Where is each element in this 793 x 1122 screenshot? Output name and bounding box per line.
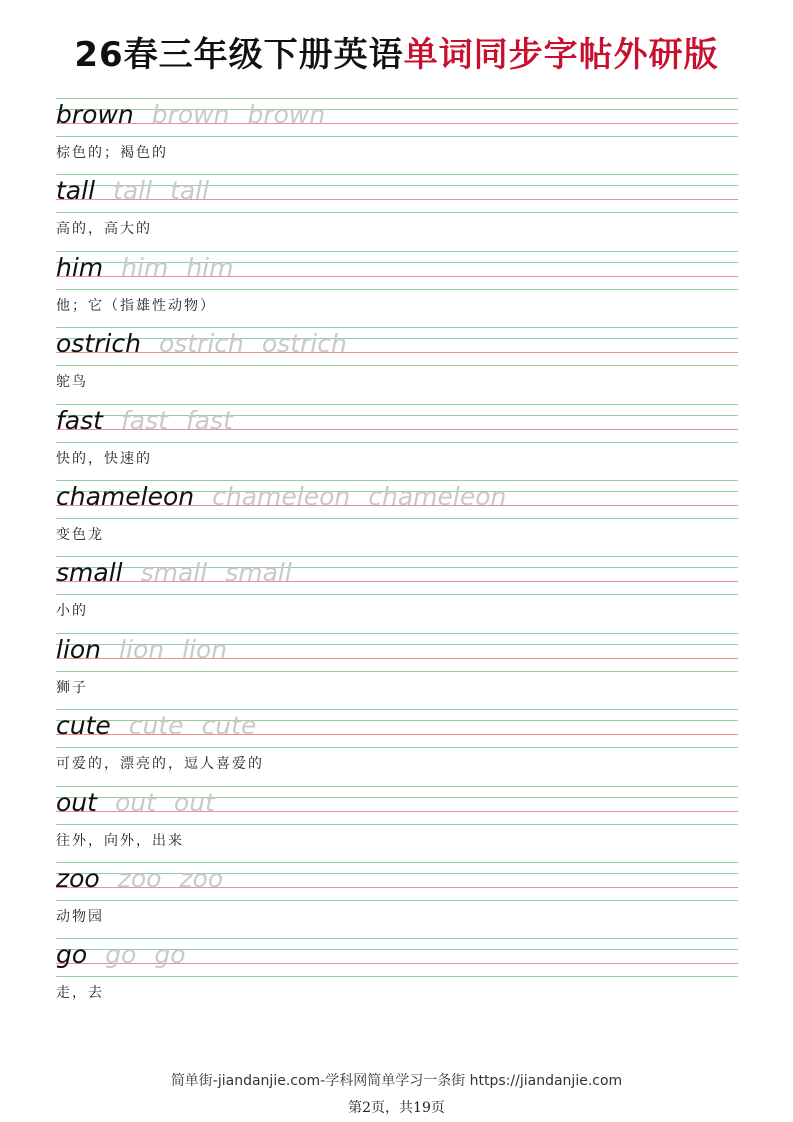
guide-line-green — [56, 633, 738, 634]
word-meaning: 快的，快速的 — [56, 450, 152, 467]
word-meaning: 鸵鸟 — [56, 374, 88, 391]
word-practice-row — [56, 636, 227, 664]
word-trace: out — [114, 787, 156, 817]
word-meaning: 他；它（指雄性动物） — [56, 297, 216, 314]
page-title — [0, 30, 793, 80]
guide-line-green — [56, 786, 738, 787]
word-main: chameleon — [56, 482, 195, 511]
word-meaning: 可爱的，漂亮的，逗人喜爱的 — [56, 756, 264, 773]
guide-line-green — [56, 594, 738, 595]
word-practice-row — [56, 330, 347, 358]
word-main: small — [56, 558, 123, 588]
word-trace: tall — [170, 176, 210, 206]
word-trace: zoo — [179, 864, 224, 893]
word-trace: small — [225, 558, 292, 588]
word-entry — [56, 404, 738, 480]
guide-line-green — [56, 480, 738, 481]
guide-line-green — [56, 136, 738, 137]
word-trace: him — [186, 252, 234, 282]
word-trace: cute — [201, 711, 257, 741]
word-practice-row — [56, 559, 292, 587]
word-main: him — [56, 252, 104, 282]
word-practice-row — [56, 941, 186, 969]
word-meaning: 小的 — [56, 603, 88, 620]
word-trace: ostrich — [261, 329, 347, 359]
word-trace: fast — [120, 405, 168, 435]
word-trace: brown — [151, 100, 230, 129]
guide-line-green — [56, 938, 738, 939]
word-trace: small — [140, 558, 208, 588]
guide-line-green — [56, 442, 738, 443]
word-main: tall — [56, 176, 96, 206]
word-practice-row — [56, 865, 223, 893]
word-trace: chameleon — [212, 482, 351, 511]
guide-line-green — [56, 556, 738, 557]
word-entry — [56, 938, 738, 1014]
guide-line-green — [56, 862, 738, 863]
guide-line-green — [56, 518, 738, 519]
word-entry — [56, 251, 738, 327]
word-trace: cute — [128, 711, 184, 741]
guide-line-green — [56, 365, 738, 366]
word-main: brown — [56, 100, 134, 129]
word-practice-row — [56, 483, 506, 511]
guide-line-green — [56, 900, 738, 901]
word-practice-row — [56, 407, 233, 435]
guide-line-green — [56, 709, 738, 710]
word-entry — [56, 556, 738, 632]
word-entry — [56, 633, 738, 709]
footer-page-number: 第2页，共19页 — [348, 1100, 445, 1116]
word-entry — [56, 174, 738, 250]
word-trace: go — [105, 940, 137, 970]
footer-site: 简单街-jiandanjie.com-学科网简单学习一条街 https://jiandanjie.com — [170, 1073, 623, 1089]
word-entry — [56, 786, 738, 862]
guide-line-green — [56, 289, 738, 290]
word-practice-row — [56, 712, 256, 740]
guide-line-green — [56, 251, 738, 252]
word-entry — [56, 709, 738, 785]
word-trace: lion — [119, 634, 165, 664]
guide-line-green — [56, 824, 738, 825]
word-main: cute — [56, 711, 111, 741]
word-practice-row — [56, 177, 209, 205]
word-meaning: 往外，向外，出来 — [56, 832, 184, 849]
word-trace: ostrich — [158, 329, 244, 359]
word-main: lion — [56, 634, 102, 664]
word-main: ostrich — [56, 329, 141, 359]
word-trace: chameleon — [368, 482, 507, 511]
word-trace: zoo — [117, 864, 162, 893]
word-main: go — [56, 940, 88, 970]
word-trace: brown — [247, 100, 326, 129]
word-trace: lion — [182, 634, 228, 664]
word-meaning: 变色龙 — [56, 527, 104, 543]
word-trace: tall — [113, 176, 153, 206]
guide-line-green — [56, 212, 738, 213]
word-trace: him — [121, 252, 169, 282]
word-main: out — [56, 787, 97, 817]
word-trace: fast — [185, 405, 233, 435]
title-part-2: 单词同步字帖外研版 — [403, 35, 719, 75]
word-meaning: 高的，高大的 — [56, 221, 152, 238]
word-practice-row — [56, 101, 325, 129]
word-meaning: 棕色的；褐色的 — [56, 145, 168, 161]
word-practice-row — [56, 789, 215, 817]
guide-line-green — [56, 404, 738, 405]
word-main: zoo — [56, 864, 100, 893]
word-entry — [56, 98, 738, 174]
guide-line-green — [56, 747, 738, 748]
word-entry — [56, 862, 738, 938]
guide-line-green — [56, 98, 738, 99]
word-entry — [56, 480, 738, 556]
word-entry — [56, 327, 738, 403]
word-main: fast — [56, 405, 103, 435]
word-trace: go — [154, 940, 186, 970]
word-meaning: 动物园 — [56, 909, 104, 925]
guide-line-green — [56, 327, 738, 328]
guide-line-green — [56, 671, 738, 672]
guide-line-green — [56, 976, 738, 977]
word-meaning: 狮子 — [56, 679, 88, 696]
guide-line-green — [56, 174, 738, 175]
word-trace: out — [173, 787, 215, 817]
word-practice-row — [56, 254, 233, 282]
word-meaning: 走，去 — [56, 985, 104, 1002]
title-part-1: 26春三年级下册英语 — [74, 35, 404, 75]
